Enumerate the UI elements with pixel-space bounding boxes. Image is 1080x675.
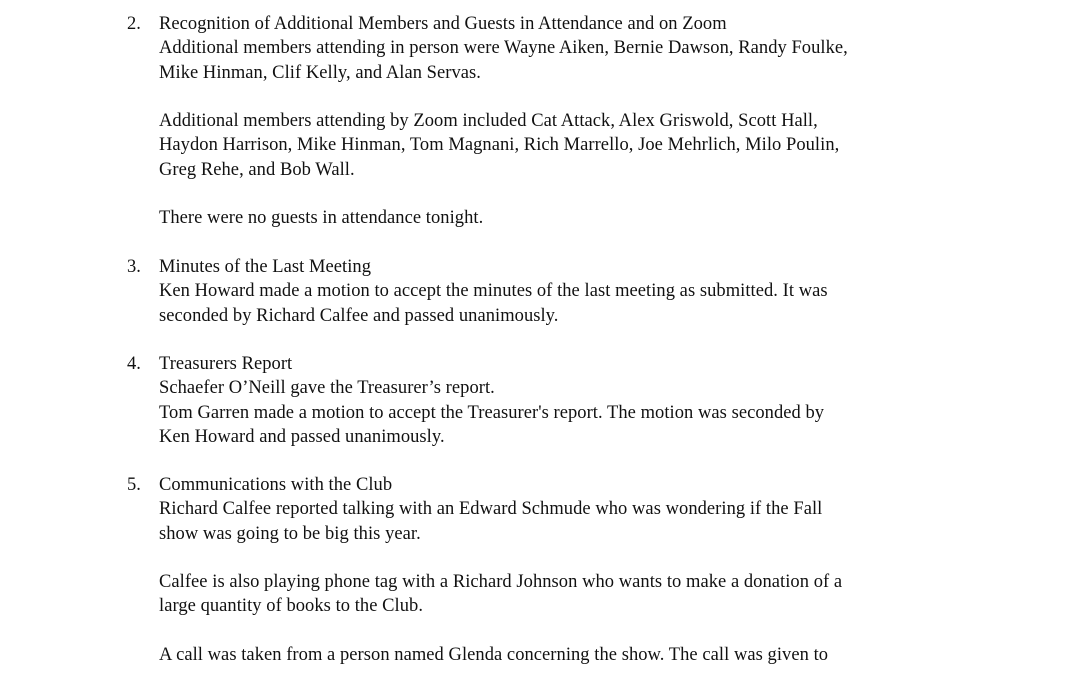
text-line: A call was taken from a person named Glenda concerning the show. The call was given to xyxy=(159,645,829,666)
item-number: 4. xyxy=(127,354,141,374)
text-line: show was going to be big this year. xyxy=(159,523,421,544)
text-line: Richard Calfee reported talking with an Edward Schmude who was wondering if the Fall xyxy=(159,499,823,520)
text-line: Additional members attending in person were Wayne Aiken, Bernie Dawson, Randy Foulke, xyxy=(159,38,848,59)
text-line: seconded by Richard Calfee and passed unanimously. xyxy=(159,305,559,326)
text-line: Schaefer O’Neill gave the Treasurer’s report. xyxy=(159,378,495,399)
text-line: Greg Rehe, and Bob Wall. xyxy=(159,159,355,180)
text-line: Ken Howard made a motion to accept the minutes of the last meeting as submitted. It was xyxy=(159,281,828,302)
item-body xyxy=(159,255,959,328)
item-number: 3. xyxy=(127,257,141,277)
text-line: Ken Howard and passed unanimously. xyxy=(159,426,445,447)
text-line: Haydon Harrison, Mike Hinman, Tom Magnani, Rich Marrello, Joe Mehrlich, Milo Poulin, xyxy=(159,135,840,156)
item-heading: Minutes of the Last Meeting xyxy=(159,257,372,277)
item-heading: Communications with the Club xyxy=(159,475,393,495)
text-line: There were no guests in attendance tonight. xyxy=(159,208,484,229)
item-heading: Recognition of Additional Members and Guests in Attendance and on Zoom xyxy=(159,14,727,34)
item-number: 2. xyxy=(127,14,141,34)
item-number: 5. xyxy=(127,475,141,495)
text-line: Additional members attending by Zoom included Cat Attack, Alex Griswold, Scott Hall, xyxy=(159,111,818,132)
item-body xyxy=(159,12,959,231)
text-line: Tom Garren made a motion to accept the Treasurer's report. The motion was seconded by xyxy=(159,402,825,423)
item-body xyxy=(159,352,959,449)
text-line: Mike Hinman, Clif Kelly, and Alan Servas. xyxy=(159,62,481,83)
item-body xyxy=(159,473,959,667)
item-heading: Treasurers Report xyxy=(159,354,293,374)
text-line: large quantity of books to the Club. xyxy=(159,596,424,617)
text-line: Calfee is also playing phone tag with a Richard Johnson who wants to make a donation of a xyxy=(159,572,843,593)
